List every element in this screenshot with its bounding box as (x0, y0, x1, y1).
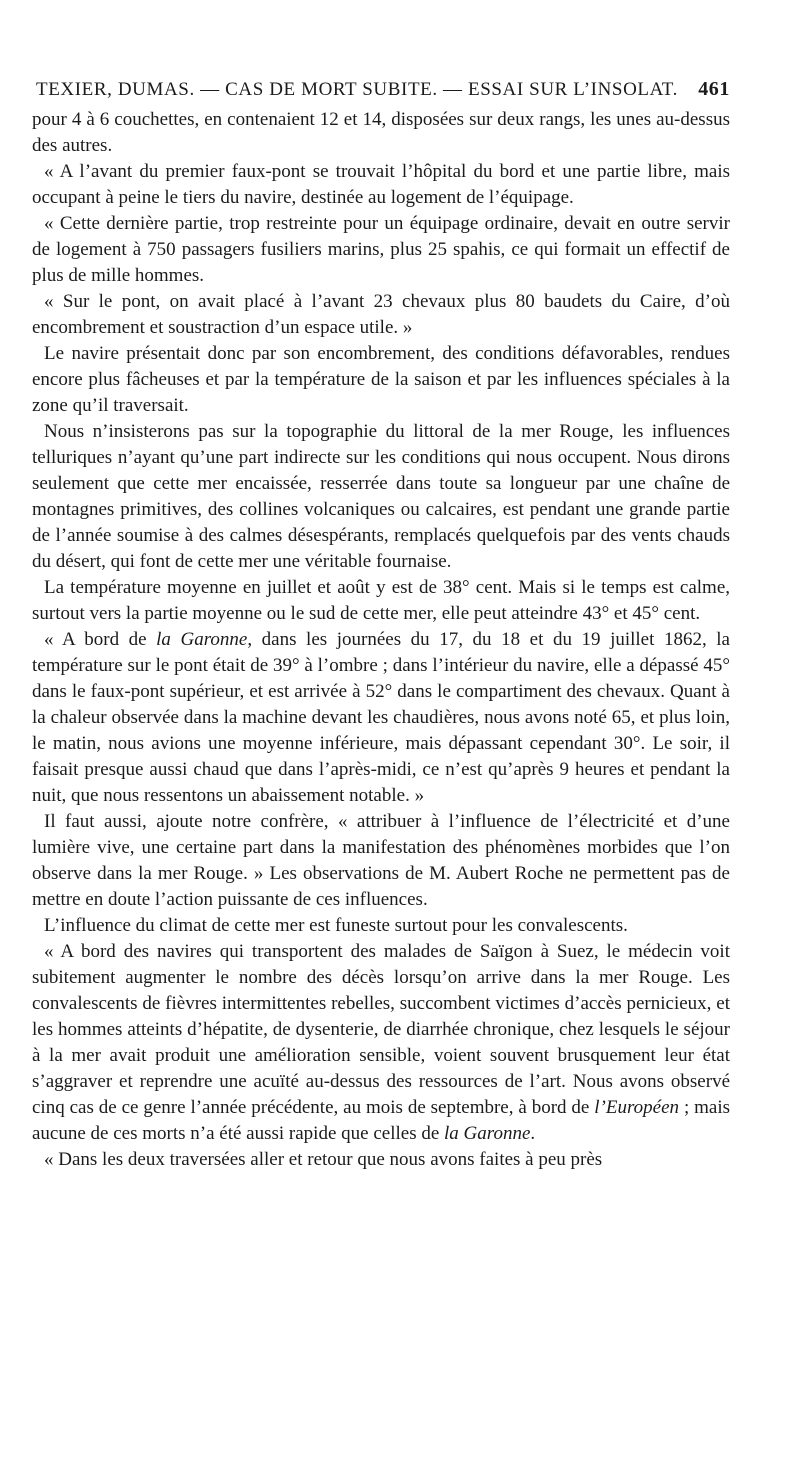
ship-name-europeen: l’Européen (594, 1097, 680, 1118)
paragraph-5: Le navire présentait donc par son encombrement, des conditions défavorables, rendues encore plus fâcheuses et par la température de la saison et par les influences spéciales à la zone qu’il traversait. (32, 343, 730, 416)
ship-name-garonne-2: la Garonne (444, 1123, 531, 1144)
paragraph-2: « A l’avant du premier faux-pont se trouvait l’hôpital du bord et une partie libre, mais occupant à peine le tiers du navire, destinée au logement de l’équipage. (32, 161, 730, 208)
paragraph-8-rest: , dans les journées du 17, du 18 et du 19 juillet 1862, la température sur le pont était de 39° à l’ombre ; dans l’intérieur du navire, elle a dépassé 45° dans le faux-pont supérieur, et est arrivée à 52° dans le compartiment des chevaux. Quant à la chaleur observée dans la machine devant les chaudières, nous avons noté 65, et plus loin, le matin, nous avions une moyenne inférieure, mais dépassant cependant 30°. Le soir, il faisait presque aussi chaud que dans l’après-midi, ce n’est qu’après 9 heures et pendant la nuit, que nous ressentons un abaissement notable. » (32, 629, 730, 806)
paragraph-1: pour 4 à 6 couchettes, en contenaient 12 et 14, disposées sur deux rangs, les unes au-dessus des autres. (32, 109, 730, 156)
paragraph-12: « Dans les deux traversées aller et retour que nous avons faites à peu près (44, 1149, 603, 1170)
paragraph-10: L’influence du climat de cette mer est funeste surtout pour les convalescents. (44, 915, 628, 936)
paragraph-11-end: . (530, 1123, 536, 1144)
paragraph-8 (32, 627, 730, 809)
running-header (36, 78, 730, 101)
running-title: TEXIER, DUMAS. — CAS DE MORT SUBITE. — ESSAI SUR L’INSOLAT. (36, 79, 678, 100)
paragraph-8-start: « A bord de (44, 629, 157, 650)
paragraph-4: « Sur le pont, on avait placé à l’avant 23 chevaux plus 80 baudets du Caire, d’où encombrement et soustraction d’un espace utile. » (32, 291, 730, 338)
paragraph-9: Il faut aussi, ajoute notre confrère, « attribuer à l’influence de l’électricité et d’une lumière vive, une certaine part dans la manifestation des phénomènes morbides que l’on observe dans la mer Rouge. » Les observations de M. Aubert Roche ne permettent pas de mettre en doute l’action puissante de ces influences. (32, 811, 730, 910)
paragraph-11-start: « A bord des navires qui transportent des malades de Saïgon à Suez, le médecin voit subitement augmenter le nombre des décès lorsqu’on arrive dans la mer Rouge. Les convalescents de fièvres intermittentes rebelles, succombent victimes d’accès pernicieux, et les hommes atteints d’hépatite, de dysenterie, de diarrhée chronique, chez lesquels le séjour à la mer avait produit une amélioration sensible, voient souvent brusquement leur état s’aggraver et reprendre une acuïté au-dessus des ressources de l’art. Nous avons observé cinq cas de ce genre l’année précédente, au mois de septembre, à bord de (32, 941, 730, 1118)
ship-name-garonne: la Garonne (156, 629, 248, 650)
paragraph-7: La température moyenne en juillet et août y est de 38° cent. Mais si le temps est calme, surtout vers la partie moyenne ou le sud de cette mer, elle peut atteindre 43° et 45° cent. (32, 577, 730, 624)
paragraph-6: Nous n’insisterons pas sur la topographie du littoral de la mer Rouge, les influences telluriques n’ayant qu’une part indirecte sur les conditions qui nous occupent. Nous dirons seulement que cette mer encaissée, resserrée dans toute sa longueur par une chaîne de montagnes primitives, des collines volcaniques ou calcaires, est pendant une grande partie de l’année soumise à des calmes désespérants, remplacés quelquefois par des vents chauds du désert, qui font de cette mer une véritable fournaise. (32, 421, 730, 572)
paragraph-11-middle: ; mais aucune de ces morts n’a été aussi rapide que celles de (32, 1097, 730, 1144)
paragraph-3: « Cette dernière partie, trop restreinte pour un équipage ordinaire, devait en outre servir de logement à 750 passagers fusiliers marins, plus 25 spahis, ce qui formait un effectif de plus de mille hommes. (32, 213, 730, 286)
page-number: 461 (698, 78, 730, 100)
body-text (32, 107, 730, 1173)
paragraph-11 (32, 939, 730, 1147)
